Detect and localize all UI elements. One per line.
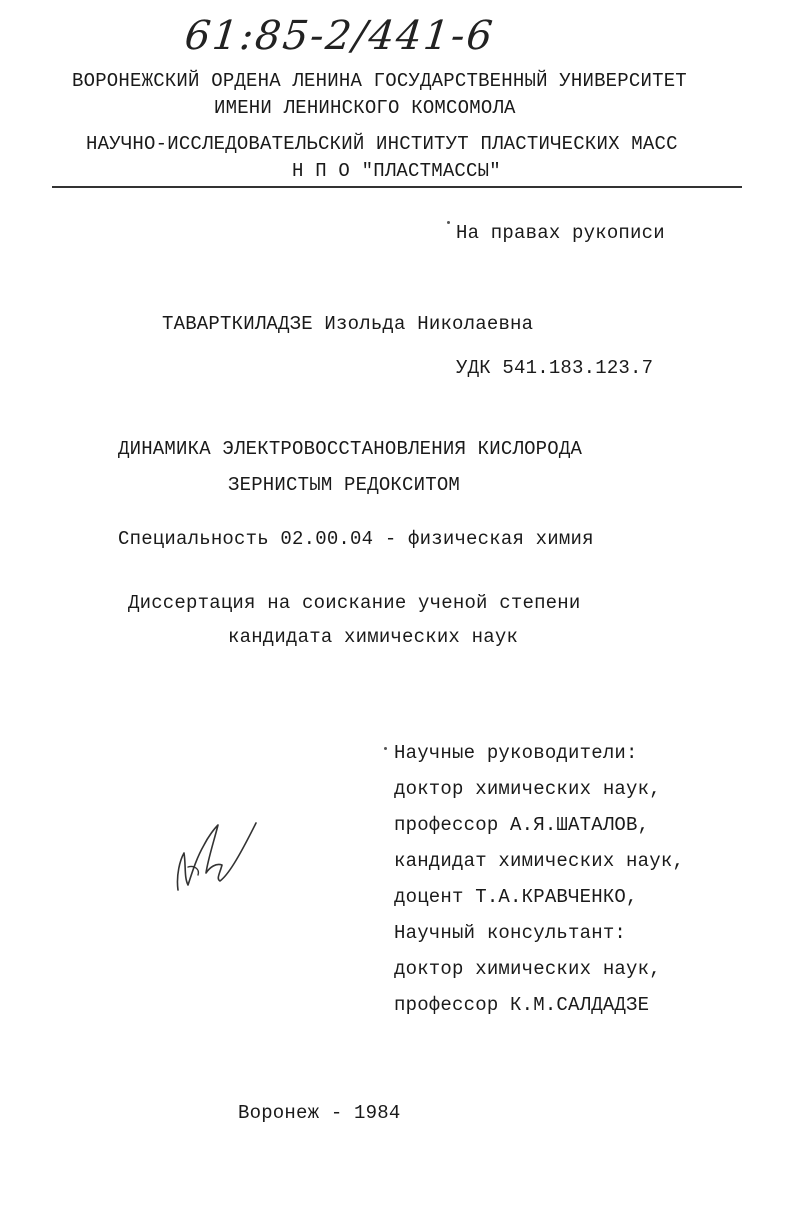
speck [447, 221, 450, 224]
supervisor-2-degree: кандидат химических наук, [394, 850, 685, 872]
title-line-2: ЗЕРНИСТЫМ РЕДОКСИТОМ [228, 474, 461, 496]
supervisor-1-degree: доктор химических наук, [394, 778, 661, 800]
consultant-name: профессор К.М.САЛДАДЗЕ [394, 994, 650, 1016]
degree-line-1: Диссертация на соискание ученой степени [128, 592, 581, 614]
place-and-year: Воронеж - 1984 [238, 1102, 401, 1124]
speck [384, 747, 387, 750]
university-line-1: ВОРОНЕЖСКИЙ ОРДЕНА ЛЕНИНА ГОСУДАРСТВЕННЫЙ УНИВЕРСИТЕТ [72, 70, 687, 92]
degree-line-2: кандидата химических наук [228, 626, 519, 648]
supervisor-1-name: профессор А.Я.ШАТАЛОВ, [394, 814, 650, 836]
supervisor-2-name: доцент Т.А.КРАВЧЕНКО, [394, 886, 638, 908]
title-line-1: ДИНАМИКА ЭЛЕКТРОВОССТАНОВЛЕНИЯ КИСЛОРОДА [118, 438, 583, 460]
consultant-degree: доктор химических наук, [394, 958, 661, 980]
rights-note: На правах рукописи [456, 222, 665, 244]
author-name: ТАВАРТКИЛАДЗЕ Изольда Николаевна [162, 313, 534, 335]
signature [170, 815, 265, 900]
header-divider [52, 186, 742, 188]
consultant-heading: Научный консультант: [394, 922, 627, 944]
udc-code: УДК 541.183.123.7 [456, 357, 654, 379]
archive-code-handwritten: 61:85-2/441-6 [182, 13, 497, 59]
institute-line-2: Н П О "ПЛАСТМАССЫ" [292, 160, 501, 182]
institute-line-1: НАУЧНО-ИССЛЕДОВАТЕЛЬСКИЙ ИНСТИТУТ ПЛАСТИЧЕСКИХ МАСС [86, 133, 678, 155]
specialty: Специальность 02.00.04 - физическая химия [118, 528, 594, 550]
university-line-2: ИМЕНИ ЛЕНИНСКОГО КОМСОМОЛА [214, 97, 516, 119]
supervisors-heading: Научные руководители: [394, 742, 638, 764]
